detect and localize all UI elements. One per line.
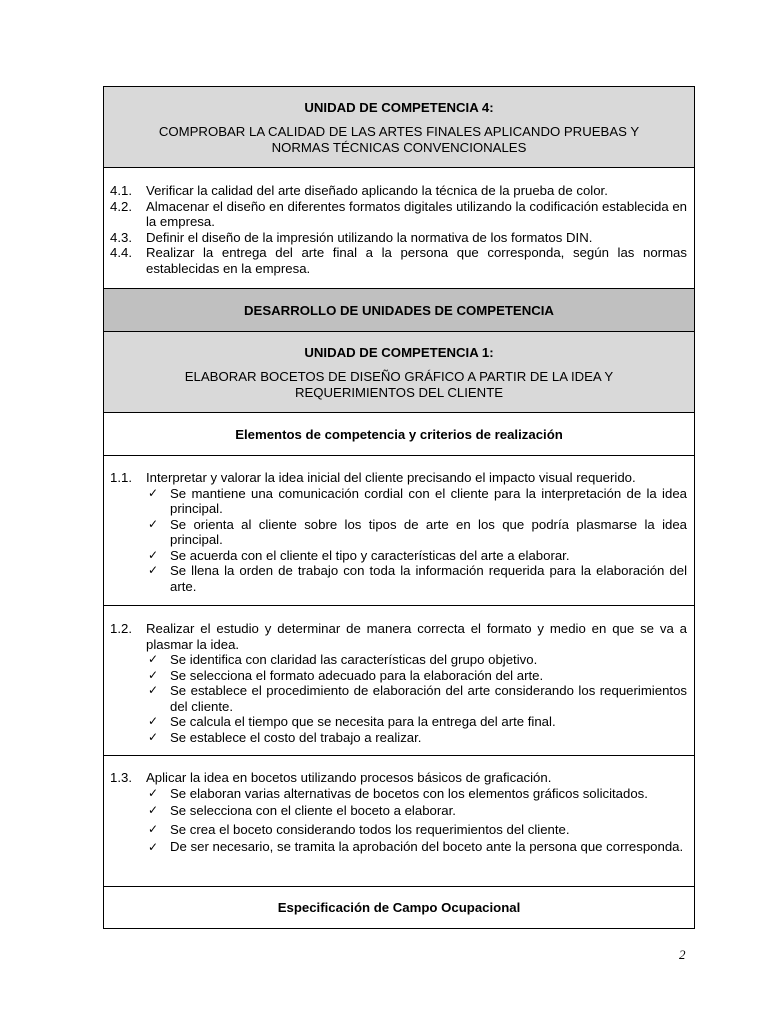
check-text: Se llena la orden de trabajo con toda la información requerida para la elaboración del arte. <box>170 563 687 594</box>
check-item <box>110 822 687 838</box>
especificacion-title: Especificación de Campo Ocupacional <box>277 900 521 915</box>
check-item <box>110 486 687 517</box>
uc4-item <box>110 199 687 230</box>
especificacion-header <box>104 886 694 928</box>
desarrollo-title: DESARROLLO DE UNIDADES DE COMPETENCIA <box>244 303 554 318</box>
check-text: Se establece el costo del trabajo a realizar. <box>170 729 422 745</box>
criterion-heading <box>110 770 687 786</box>
item-number: 4.2. <box>110 198 132 214</box>
check-item <box>110 803 687 819</box>
criterion-heading <box>110 470 687 486</box>
check-item <box>110 683 687 714</box>
item-number: 4.4. <box>110 245 132 260</box>
check-item <box>110 668 687 684</box>
check-item <box>110 517 687 548</box>
check-icon: ✓ <box>148 729 159 744</box>
criterion-text: Interpretar y valorar la idea inicial del cliente precisando el impacto visual requerido. <box>146 470 636 485</box>
uc4-item <box>110 245 687 276</box>
item-text: Almacenar el diseño en diferentes formatos digitales utilizando la codificación establecida en la empresa. <box>146 198 688 229</box>
uc1-subtitle: ELABORAR BOCETOS DE DISEÑO GRÁFICO A PARTIR DE LA IDEA Y REQUERIMIENTOS DEL CLIENTE <box>184 369 614 400</box>
check-icon: ✓ <box>148 821 159 836</box>
criterion-number: 1.2. <box>110 621 132 636</box>
elementos-title: Elementos de competencia y criterios de realización <box>235 427 563 442</box>
check-item <box>110 548 687 564</box>
check-icon: ✓ <box>148 516 159 531</box>
check-text: Se orienta al cliente sobre los tipos de arte en los que podría plasmarse la idea principal. <box>170 516 687 547</box>
check-icon: ✓ <box>148 840 159 854</box>
check-text: Se mantiene una comunicación cordial con el cliente para la interpretación de la idea principal. <box>170 485 687 516</box>
check-icon: ✓ <box>148 714 159 728</box>
competency-table <box>103 86 695 929</box>
check-icon: ✓ <box>148 683 159 697</box>
uc4-subtitle: COMPROBAR LA CALIDAD DE LAS ARTES FINALES APLICANDO PRUEBAS Y NORMAS TÉCNICAS CONVENCIONALES <box>158 124 640 155</box>
elementos-header <box>104 412 694 455</box>
uc4-title: UNIDAD DE COMPETENCIA 4: <box>304 100 494 115</box>
check-icon: ✓ <box>148 652 159 666</box>
check-text: Se identifica con claridad las características del grupo objetivo. <box>170 652 538 667</box>
criterion-heading <box>110 621 687 652</box>
section-1-2 <box>104 605 694 755</box>
check-item <box>110 838 687 856</box>
check-icon: ✓ <box>148 803 159 817</box>
criterion-number: 1.3. <box>110 770 132 785</box>
uc1-title: UNIDAD DE COMPETENCIA 1: <box>304 345 494 360</box>
page-number: 2 <box>679 947 686 962</box>
check-item <box>110 652 687 668</box>
check-icon: ✓ <box>148 485 159 500</box>
uc4-item <box>110 230 687 246</box>
check-text: De ser necesario, se tramita la aprobación del boceto ante la persona que corresponda. <box>170 839 684 854</box>
check-text: Se acuerda con el cliente el tipo y características del arte a elaborar. <box>170 547 570 563</box>
desarrollo-header <box>104 288 694 331</box>
check-text: Se establece el procedimiento de elaboración del arte considerando los requerimientos del cliente. <box>170 683 687 714</box>
item-number: 4.1. <box>110 183 132 198</box>
check-text: Se calcula el tiempo que se necesita para la entrega del arte final. <box>170 714 556 729</box>
item-number: 4.3. <box>110 229 132 245</box>
check-icon: ✓ <box>148 547 159 562</box>
item-text: Definir el diseño de la impresión utilizando la normativa de los formatos DIN. <box>146 229 593 245</box>
section-1-1 <box>104 455 694 605</box>
check-text: Se elaboran varias alternativas de bocetos con los elementos gráficos solicitados. <box>170 785 648 801</box>
check-icon: ✓ <box>148 785 159 800</box>
criterion-number: 1.1. <box>110 470 132 485</box>
section-1-3 <box>104 755 694 886</box>
uc4-items <box>104 167 694 288</box>
check-item <box>110 730 687 746</box>
check-item <box>110 563 687 594</box>
check-text: Se selecciona el formato adecuado para la elaboración del arte. <box>170 667 544 683</box>
uc4-item <box>110 183 687 199</box>
uc4-header <box>104 87 694 167</box>
check-item <box>110 714 687 730</box>
criterion-text: Realizar el estudio y determinar de manera correcta el formato y medio en que se va a plasmar la idea. <box>146 621 687 652</box>
check-item <box>110 786 687 802</box>
check-text: Se crea el boceto considerando todos los requerimientos del cliente. <box>170 821 570 837</box>
item-text: Realizar la entrega del arte final a la persona que corresponda, según las normas establecidas en la empresa. <box>146 245 687 276</box>
uc1-header <box>104 331 694 412</box>
item-text: Verificar la calidad del arte diseñado aplicando la técnica de la prueba de color. <box>146 183 608 198</box>
criterion-text: Aplicar la idea en bocetos utilizando procesos básicos de graficación. <box>146 770 552 785</box>
check-icon: ✓ <box>148 563 159 577</box>
check-text: Se selecciona con el cliente el boceto a elaborar. <box>170 803 456 818</box>
check-icon: ✓ <box>148 667 159 682</box>
